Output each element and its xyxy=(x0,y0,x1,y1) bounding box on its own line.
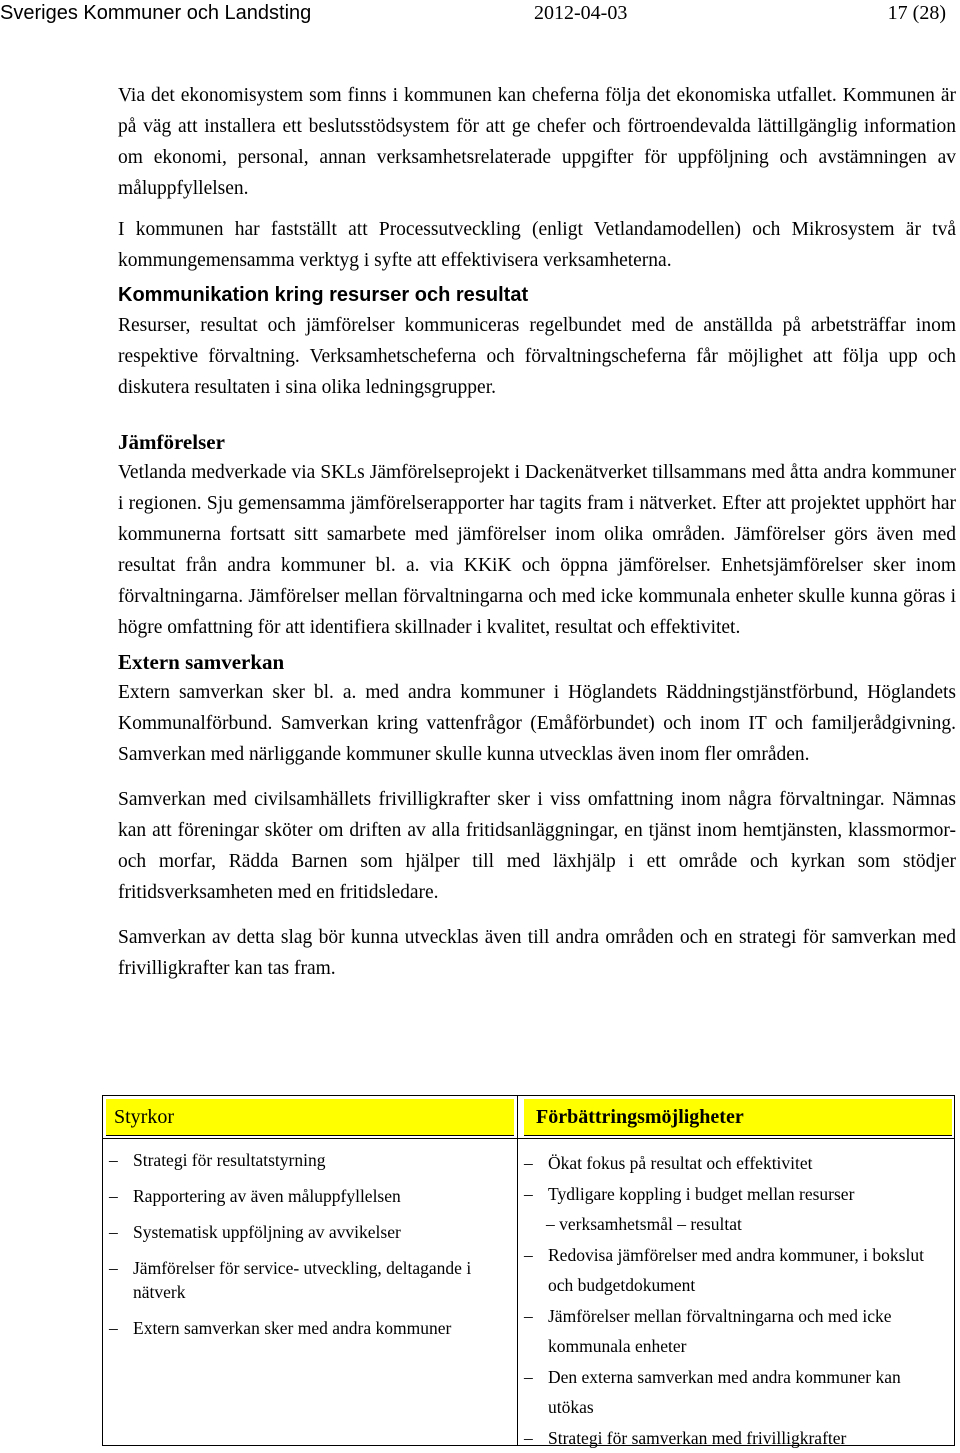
improvements-list xyxy=(524,1148,949,1453)
header-date: 2012-04-03 xyxy=(534,2,627,25)
list-item: – Den externa samverkan med andra kommuner kan utökas xyxy=(524,1362,949,1423)
list-item: – Tydligare koppling i budget mellan resurser xyxy=(524,1179,949,1210)
list-item-continuation: – verksamhetsmål – resultat xyxy=(524,1209,949,1240)
page-header xyxy=(0,0,960,28)
jamforelser-paragraph: Vetlanda medverkade via SKLs Jämförelseprojekt i Dackenätverket tillsammans med åtta andra kommuner i regionen. Sju gemensamma jämförelserapporter har tagits fram i nätverket. Efter att projektet upphört har kommunerna fortsatt sitt samarbete med jämförelser inom olika områden. Jämförelser görs även med resultat från andra kommuner bl. a. via KKiK och öppna jämförelser. Enhetsjämförelser sker inom förvaltningarna. Jämförelser mellan förvaltningarna och med icke kommunala enheter skulle kunna göras i högre omfattning för att identifiera skillnader i kvalitet, resultat och effektivitet. xyxy=(118,457,956,643)
strengths-list xyxy=(109,1142,509,1346)
document-body xyxy=(118,80,956,994)
civilsamhalle-paragraph: Samverkan med civilsamhällets frivilligkrafter sker i viss omfattning inom några förvaltningar. Nämnas kan att föreningar sköter om driften av alla fritidsanläggningar, en tjänst inom hemtjänsten, klassmormor- och morfar, Rädda Barnen som hjälper till med läxhjälp i ett område och kyrkan som stödjer fritidsverksamheten med en fritidsledare. xyxy=(118,784,956,908)
kommunikation-paragraph: Resurser, resultat och jämförelser kommuniceras regelbundet med de anställda på arbetsträffar inom respektive förvaltning. Verksamhetscheferna och förvaltningscheferna får möjlighet att följa upp och diskutera resultaten i sina olika ledningsgrupper. xyxy=(118,310,956,403)
list-item: – Strategi för samverkan med frivilligkrafter xyxy=(524,1423,949,1453)
intro-paragraph: Via det ekonomisystem som finns i kommunen kan cheferna följa det ekonomiska utfallet. Kommunen är på väg att installera ett beslutsstödsystem för att ge chefer och förtroendevalda lättillgänglig information om ekonomi, personal, annan verksamhetsrelaterade uppgifter för uppföljning och avstämningen av måluppfyllelsen. xyxy=(118,80,956,204)
list-item: – Systematisk uppföljning av avvikelser xyxy=(109,1214,509,1244)
jamforelser-heading: Jämförelser xyxy=(118,427,956,457)
extern-samverkan-paragraph: Extern samverkan sker bl. a. med andra kommuner i Höglandets Räddningstjänstförbund, Höglandets Kommunalförbund. Samverkan kring vattenfrågor (Emåförbundet) och inom IT och familjerådgivning. Samverkan med närliggande kommuner skulle kunna utvecklas även inom fler områden. xyxy=(118,677,956,770)
list-item: – Jämförelser för service- utveckling, deltagande i nätverk xyxy=(109,1250,509,1304)
extern-samverkan-heading: Extern samverkan xyxy=(118,647,956,677)
list-item: – Jämförelser mellan förvaltningarna och med icke kommunala enheter xyxy=(524,1301,949,1362)
strengths-title: Styrkor xyxy=(106,1099,514,1136)
strategi-paragraph: Samverkan av detta slag bör kunna utvecklas även till andra områden och en strategi för samverkan med frivilligkrafter kan tas fram. xyxy=(118,922,956,984)
list-item: – Extern samverkan sker med andra kommuner xyxy=(109,1310,509,1340)
strengths-improvements-table xyxy=(102,1095,955,1446)
list-item: – Strategi för resultatstyrning xyxy=(109,1142,509,1172)
list-item: – Redovisa jämförelser med andra kommuner, i bokslut och budgetdokument xyxy=(524,1240,949,1301)
kommunikation-heading: Kommunikation kring resurser och resultat xyxy=(118,280,956,310)
improvements-title: Förbättringsmöjligheter xyxy=(524,1099,952,1136)
header-organization: Sveriges Kommuner och Landsting xyxy=(0,2,311,25)
improvements-column xyxy=(518,1096,954,1445)
header-page-number: 17 (28) xyxy=(888,2,946,25)
list-item: – Rapportering av även måluppfyllelsen xyxy=(109,1178,509,1208)
strengths-column xyxy=(103,1096,518,1445)
process-paragraph: I kommunen har fastställt att Processutveckling (enligt Vetlandamodellen) och Mikrosystem är två kommungemensamma verktyg i syfte att effektivisera verksamheterna. xyxy=(118,214,956,276)
list-item: – Ökat fokus på resultat och effektivitet xyxy=(524,1148,949,1179)
